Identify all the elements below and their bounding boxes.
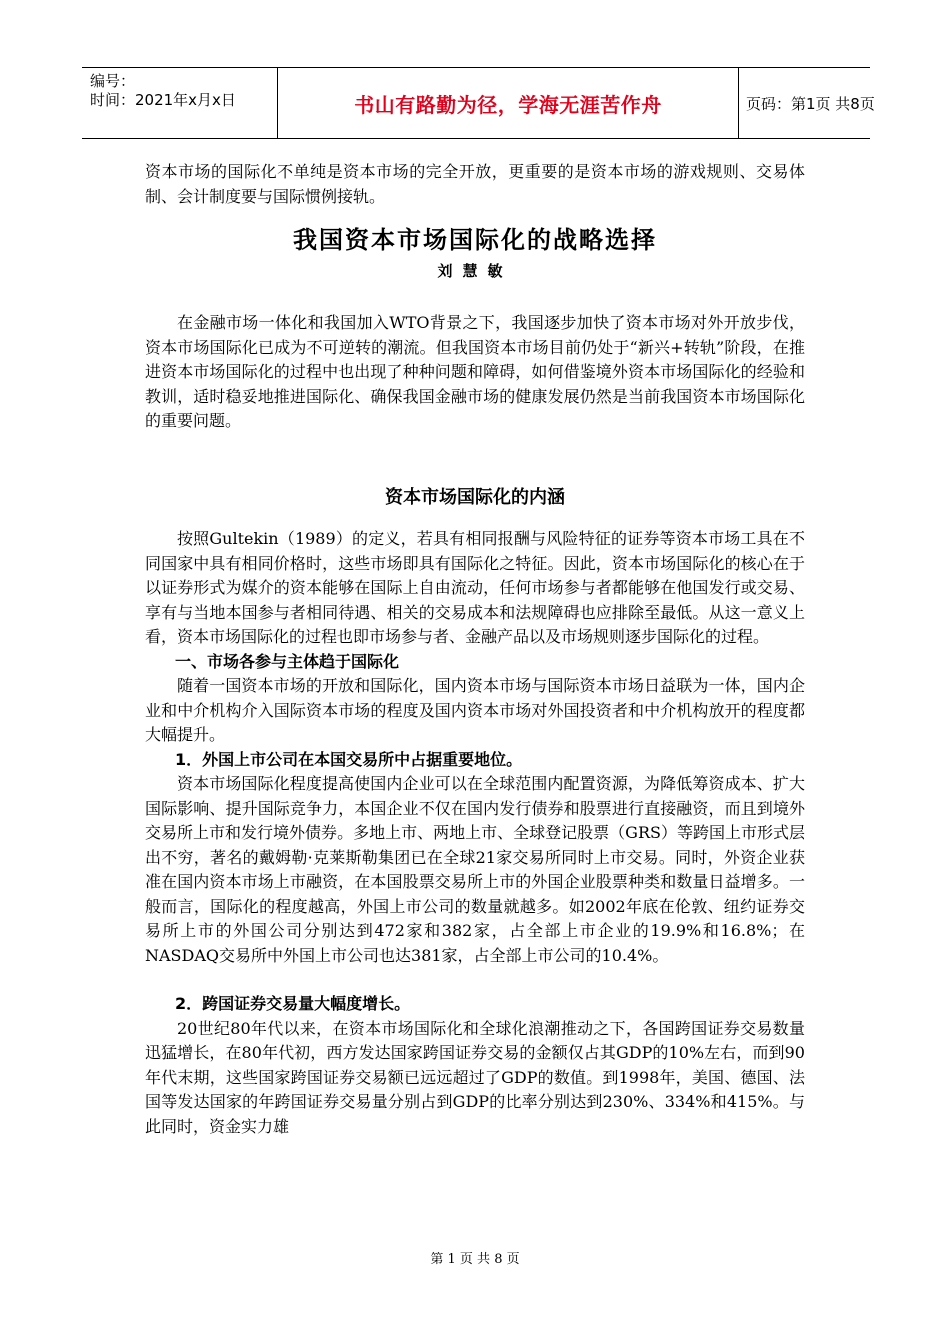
- page-header: [82, 67, 875, 139]
- body-paragraph-4: 20世纪80年代以来，在资本市场国际化和全球化浪潮推动之下，各国跨国证券交易数量迅猛增长，在80年代初，西方发达国家跨国证券交易的金额仅占其GDP的10%左右，而到90年代末期，这些国家跨国证券交易额已远远超过了GDP的数值。到1998年，美国、德国、法国等发达国家的年跨国证券交易量分别占到GDP的比率分别达到230%、334%和415%。与此同时，资金实力雄: [145, 1018, 805, 1136]
- body-paragraph-1: 按照Gultekin（1989）的定义，若具有相同报酬与风险特征的证券等资本市场工具在不同国家中具有相同价格时，这些市场即具有国际化之特征。因此，资本市场国际化的核心在于以证券形式为媒介的资本能够在国际上自由流动，任何市场参与者都能够在他国发行或交易、享有与当地本国参与者相同待遇、相关的交易成本和法规障碍也应排除至最低。从这一意义上看，资本市场国际化的过程也即市场参与者、金融产品以及市场规则逐步国际化的过程。: [145, 529, 805, 646]
- abstract-paragraph: 在金融市场一体化和我国加入WTO背景之下，我国逐步加快了资本市场对外开放步伐，资本市场国际化已成为不可逆转的潮流。但我国资本市场目前仍处于“新兴+转轨”阶段，在推进资本市场国际化的过程中也出现了种种问题和障碍，如何借鉴境外资本市场国际化的经验和教训，适时稳妥地推进国际化、确保我国金融市场的健康发展仍然是当前我国资本市场国际化的重要问题。: [145, 313, 805, 430]
- main-body: [145, 527, 805, 1139]
- subheading-2: 2．跨国证券交易量大幅度增长。: [175, 994, 411, 1013]
- document-number-label: 编号：: [90, 72, 136, 90]
- paragraph-spacer: [145, 968, 805, 992]
- page-footer: 第 1 页 共 8 页: [430, 1252, 520, 1267]
- section-heading: 资本市场国际化的内涵: [385, 487, 565, 508]
- subheading-one: 一、市场各参与主体趋于国际化: [175, 651, 400, 671]
- abstract-block: [145, 311, 805, 434]
- article-title: 我国资本市场国际化的战略选择: [293, 225, 657, 254]
- header-meta: [82, 68, 278, 138]
- document-time-label: 时间：2021年x月x日: [90, 91, 236, 109]
- body-paragraph-2: 随着一国资本市场的开放和国际化，国内资本市场与国际资本市场日益联为一体，国内企业和中介机构介入国际资本市场的程度及国内资本市场对外国投资者和中介机构放开的程度都大幅提升。: [145, 676, 805, 744]
- header-page-number: 页码：第1页 共8页: [746, 94, 875, 113]
- intro-block: [145, 160, 805, 209]
- body-paragraph-3: 资本市场国际化程度提高使国内企业可以在全球范围内配置资源，为降低筹资成本、扩大国际影响、提升国际竞争力，本国企业不仅在国内发行债券和股票进行直接融资，而且到境外交易所上市和发行境外债券。多地上市、两地上市、全球登记股票（GRS）等跨国上市形式层出不穷，著名的戴姆勒·克莱斯勒集团已在全球21家交易所同时上市交易。同时，外资企业获准在国内资本市场上市融资，在本国股票交易所上市的外国企业股票种类和数量日益增多。一般而言，国际化的程度越高，外国上市公司的数量就越多。如2002年底在伦敦、纽约证券交易所上市的外国公司分别达到472家和382家，占全部上市企业的19.9%和16.8%；在NASDAQ交易所中外国上市公司也达381家，占全部上市公司的10.4%。: [145, 774, 805, 965]
- article-author: 刘慧敏: [437, 262, 513, 280]
- header-motto: 书山有路勤为径，学海无涯苦作舟: [354, 92, 662, 117]
- subheading-1: 1．外国上市公司在本国交易所中占据重要地位。: [175, 749, 523, 769]
- header-motto-cell: [278, 68, 739, 138]
- intro-paragraph: 资本市场的国际化不单纯是资本市场的完全开放，更重要的是资本市场的游戏规则、交易体制、会计制度要与国际惯例接轨。: [145, 162, 805, 206]
